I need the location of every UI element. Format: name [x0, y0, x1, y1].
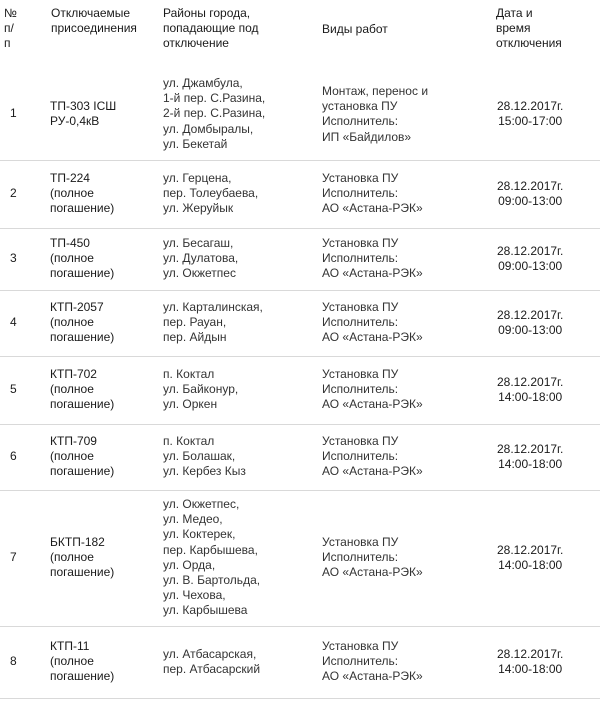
cell-line: 28.12.2017г.	[497, 647, 564, 661]
cell-line: АО «Астана-РЭК»	[322, 397, 423, 412]
cell-line: ул. Чехова,	[163, 588, 226, 603]
cell-line: пер. Айдын	[163, 330, 227, 345]
connection-cell	[50, 367, 114, 413]
connection-cell	[50, 300, 114, 346]
cell-line: КТП-2057	[50, 300, 104, 314]
cell-line: АО «Астана-РЭК»	[322, 330, 423, 345]
table-row	[0, 290, 600, 357]
table-row	[0, 160, 600, 229]
date-time-cell	[497, 375, 563, 405]
connection-cell	[50, 171, 114, 217]
cell-line: 14:00-18:00	[498, 390, 563, 405]
cell-line: Монтаж, перенос и	[322, 84, 429, 98]
date-time-cell	[497, 442, 563, 472]
connection-cell	[50, 434, 114, 480]
cell-line: ул. Окжетпес,	[163, 497, 240, 511]
cell-line: ул. Карталинская,	[163, 300, 263, 314]
cell-line: ул. Орда,	[163, 557, 216, 572]
work-type-cell	[322, 236, 423, 282]
cell-line: АО «Астана-РЭК»	[322, 464, 423, 479]
cell-line: ул. Бекетай	[163, 136, 228, 151]
cell-line: ТП-224	[50, 171, 90, 185]
header-line: попадающие под	[163, 21, 259, 35]
header-line: Отключаемые	[51, 6, 131, 20]
work-type-cell	[322, 434, 423, 480]
cell-line: 2	[10, 186, 17, 200]
cell-line: 14:00-18:00	[498, 457, 563, 472]
cell-line: 28.12.2017г.	[497, 442, 564, 456]
cell-line: погашение)	[50, 266, 115, 281]
work-type-cell	[322, 300, 423, 346]
cell-line: АО «Астана-РЭК»	[322, 201, 423, 216]
work-type-cell	[322, 84, 428, 145]
cell-line: 4	[10, 315, 17, 329]
header-districts	[163, 6, 259, 51]
connection-cell	[50, 236, 114, 282]
districts-cell	[163, 497, 260, 619]
cell-line: Установка ПУ	[322, 535, 399, 549]
connection-cell	[50, 99, 116, 129]
cell-line: (полное	[50, 251, 94, 266]
cell-line: 1	[10, 106, 17, 120]
table-row	[0, 356, 600, 425]
row-number	[10, 315, 17, 330]
cell-line: ул. Окжетпес	[163, 266, 236, 281]
cell-line: 1-й пер. С.Разина,	[163, 91, 266, 106]
cell-line: погашение)	[50, 330, 115, 345]
cell-line: Установка ПУ	[322, 639, 399, 653]
districts-cell	[163, 434, 246, 480]
cell-line: погашение)	[50, 669, 115, 684]
cell-line: пер. Атбасарский	[163, 662, 261, 677]
header-connections	[51, 6, 137, 36]
row-number	[10, 186, 17, 201]
cell-line: погашение)	[50, 565, 115, 580]
header-line: отключение	[163, 36, 229, 50]
header-line: п	[4, 36, 11, 50]
cell-line: Исполнитель:	[322, 251, 399, 266]
date-time-cell	[497, 647, 563, 677]
cell-line: установка ПУ	[322, 99, 398, 114]
cell-line: (полное	[50, 654, 94, 669]
cell-line: КТП-11	[50, 639, 90, 653]
cell-line: 28.12.2017г.	[497, 543, 564, 557]
districts-cell	[163, 76, 265, 152]
header-line: №	[4, 6, 17, 20]
cell-line: (полное	[50, 315, 94, 330]
cell-line: п. Коктал	[163, 434, 215, 448]
cell-line: погашение)	[50, 201, 115, 216]
cell-line: пер. Толеубаева,	[163, 186, 259, 201]
cell-line: 2-й пер. С.Разина,	[163, 106, 266, 121]
table-row	[0, 490, 600, 627]
row-number	[10, 654, 17, 669]
cell-line: Исполнитель:	[322, 449, 399, 464]
cell-line: 28.12.2017г.	[497, 375, 564, 389]
cell-line: АО «Астана-РЭК»	[322, 565, 423, 580]
cell-line: (полное	[50, 550, 94, 565]
cell-line: ул. Оркен	[163, 397, 218, 412]
cell-line: 28.12.2017г.	[497, 244, 564, 258]
cell-line: погашение)	[50, 397, 115, 412]
cell-line: (полное	[50, 382, 94, 397]
cell-line: Исполнитель:	[322, 550, 399, 565]
date-time-cell	[497, 99, 563, 129]
connection-cell	[50, 639, 114, 685]
header-line: присоединения	[51, 21, 137, 35]
table-row	[0, 228, 600, 291]
row-number	[10, 382, 17, 397]
cell-line: Установка ПУ	[322, 171, 399, 185]
cell-line: 09:00-13:00	[498, 194, 563, 209]
cell-line: ул. Болашак,	[163, 449, 236, 464]
cell-line: ТП-450	[50, 236, 90, 250]
cell-line: ул. Байконур,	[163, 382, 239, 397]
cell-line: Установка ПУ	[322, 300, 399, 314]
cell-line: ул. Жеруйык	[163, 201, 234, 216]
cell-line: РУ-0,4кВ	[50, 114, 100, 129]
cell-line: пер. Рауан,	[163, 315, 227, 330]
cell-line: 6	[10, 449, 17, 463]
cell-line: ул. Дулатова,	[163, 251, 239, 266]
cell-line: 09:00-13:00	[498, 323, 563, 338]
table-row	[0, 626, 600, 699]
cell-line: КТП-702	[50, 367, 97, 381]
districts-cell	[163, 300, 263, 346]
cell-line: ул. Кербез Кыз	[163, 464, 246, 479]
cell-line: 28.12.2017г.	[497, 179, 564, 193]
cell-line: Установка ПУ	[322, 236, 399, 250]
work-type-cell	[322, 367, 423, 413]
cell-line: ул. Атбасарская,	[163, 647, 257, 661]
table-row	[0, 424, 600, 491]
districts-cell	[163, 367, 238, 413]
row-number	[10, 251, 17, 266]
cell-line: погашение)	[50, 464, 115, 479]
districts-cell	[163, 171, 258, 217]
cell-line: 14:00-18:00	[498, 558, 563, 573]
cell-line: п. Коктал	[163, 367, 215, 381]
cell-line: БКТП-182	[50, 535, 105, 549]
date-time-cell	[497, 308, 563, 338]
cell-line: 15:00-17:00	[498, 114, 563, 129]
header-line: Виды работ	[322, 22, 388, 36]
table-row	[0, 68, 600, 161]
cell-line: ул. Джамбула,	[163, 76, 243, 90]
cell-line: 5	[10, 382, 17, 396]
districts-cell	[163, 647, 260, 677]
cell-line: 09:00-13:00	[498, 259, 563, 274]
cell-line: 14:00-18:00	[498, 662, 563, 677]
header-line: п/	[4, 21, 14, 35]
cell-line: 7	[10, 550, 17, 564]
date-time-cell	[497, 543, 563, 573]
cell-line: Установка ПУ	[322, 434, 399, 448]
header-line: время	[496, 21, 531, 35]
cell-line: ул. В. Бартольда,	[163, 573, 261, 588]
cell-line: АО «Астана-РЭК»	[322, 669, 423, 684]
header-date-time	[496, 6, 562, 51]
header-work-types	[322, 22, 388, 37]
cell-line: 8	[10, 654, 17, 668]
cell-line: ул. Домбыралы,	[163, 121, 254, 136]
cell-line: КТП-709	[50, 434, 97, 448]
header-line: отключения	[496, 36, 562, 50]
cell-line: Установка ПУ	[322, 367, 399, 381]
row-number	[10, 106, 17, 121]
cell-line: Исполнитель:	[322, 186, 399, 201]
cell-line: Исполнитель:	[322, 654, 399, 669]
work-type-cell	[322, 535, 423, 581]
cell-line: Исполнитель:	[322, 114, 399, 129]
cell-line: (полное	[50, 186, 94, 201]
header-number	[4, 6, 17, 51]
cell-line: 3	[10, 251, 17, 265]
cell-line: пер. Карбышева,	[163, 542, 258, 557]
cell-line: Исполнитель:	[322, 382, 399, 397]
row-number	[10, 449, 17, 464]
cell-line: ул. Герцена,	[163, 171, 232, 185]
header-line: Дата и	[496, 6, 533, 20]
cell-line: ИП «Байдилов»	[322, 129, 412, 144]
work-type-cell	[322, 639, 423, 685]
districts-cell	[163, 236, 238, 282]
row-number	[10, 550, 17, 565]
cell-line: Исполнитель:	[322, 315, 399, 330]
connection-cell	[50, 535, 114, 581]
date-time-cell	[497, 244, 563, 274]
cell-line: ул. Карбышева	[163, 603, 248, 618]
work-type-cell	[322, 171, 423, 217]
cell-line: ТП-303 ІСШ	[50, 99, 117, 113]
cell-line: 28.12.2017г.	[497, 308, 564, 322]
cell-line: 28.12.2017г.	[497, 99, 564, 113]
cell-line: ул. Коктерек,	[163, 527, 236, 542]
cell-line: ул. Медео,	[163, 512, 223, 527]
cell-line: (полное	[50, 449, 94, 464]
date-time-cell	[497, 179, 563, 209]
cell-line: ул. Бесагаш,	[163, 236, 234, 250]
header-line: Районы города,	[163, 6, 251, 20]
cell-line: АО «Астана-РЭК»	[322, 266, 423, 281]
